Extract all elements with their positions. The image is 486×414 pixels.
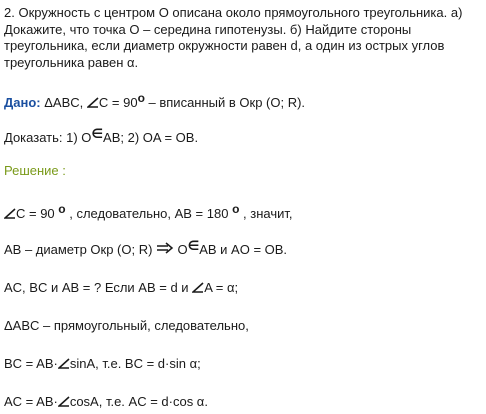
angle-icon <box>192 281 204 293</box>
prove-text-1: Доказать: 1) O <box>4 130 92 145</box>
given-degree: o <box>137 91 145 105</box>
given-label: Дано <box>4 95 37 110</box>
given-line <box>4 91 306 111</box>
belongs-icon: ∈ <box>91 126 104 141</box>
step1-degree-2: о <box>232 202 240 216</box>
solution-step-1 <box>4 202 293 222</box>
solution-step-5 <box>4 356 201 372</box>
angle-icon <box>87 96 99 108</box>
angle-icon <box>4 207 16 219</box>
step2-text-b: O <box>177 242 188 257</box>
step5-text-a: BC = AB· <box>4 356 58 371</box>
step5-text-b: sinA, т.е. BC = d·sin α; <box>69 356 201 371</box>
solution-step-2 <box>4 238 288 258</box>
implies-arrow-icon <box>156 242 174 254</box>
step3-text-a: AC, BC и AB = ? Если AB = d и <box>4 280 193 295</box>
prove-line <box>4 126 199 146</box>
solution-step-6 <box>4 394 208 410</box>
solution-label: Решение <box>4 163 59 178</box>
given-angle: C = 90 <box>98 95 138 110</box>
prove-text-2: AB; 2) OA = OB. <box>103 130 199 145</box>
solution-heading <box>4 163 66 179</box>
given-inscribed: – вписанный в Окр (O; R). <box>144 95 306 110</box>
step2-text-c: AB и AO = OB. <box>199 242 288 257</box>
step6-text-b: cosA, т.е. AC = d·cos α. <box>69 394 208 409</box>
angle-icon <box>58 395 70 407</box>
step1-degree: о <box>58 202 66 216</box>
step6-text-a: AC = AB· <box>4 394 58 409</box>
step1-text-c: , значит, <box>239 206 293 221</box>
solution-colon: : <box>58 163 66 178</box>
step2-text-a: AB – диаметр Окр (O; R) <box>4 242 153 257</box>
problem-statement: 2. Окружность с центром О описана около прямоугольного треугольника. а) Докажите, что точка О – середина гипотенузы. б) Найдите стороны треугольника, если диаметр окружности равен d, а один из острых углов треугольника равен α. <box>4 5 463 70</box>
step3-text-b: A = α; <box>204 280 239 295</box>
given-triangle: ΔABC, <box>40 95 87 110</box>
belongs-icon: ∈ <box>187 238 200 253</box>
solution-step-4: ΔABC – прямоугольный, следовательно, <box>4 318 249 333</box>
step1-text-b: , следовательно, AB = 180 <box>65 206 233 221</box>
solution-step-3 <box>4 280 238 296</box>
step1-text-a: C = 90 <box>16 206 59 221</box>
given-colon: : <box>36 95 41 110</box>
angle-icon <box>58 357 70 369</box>
